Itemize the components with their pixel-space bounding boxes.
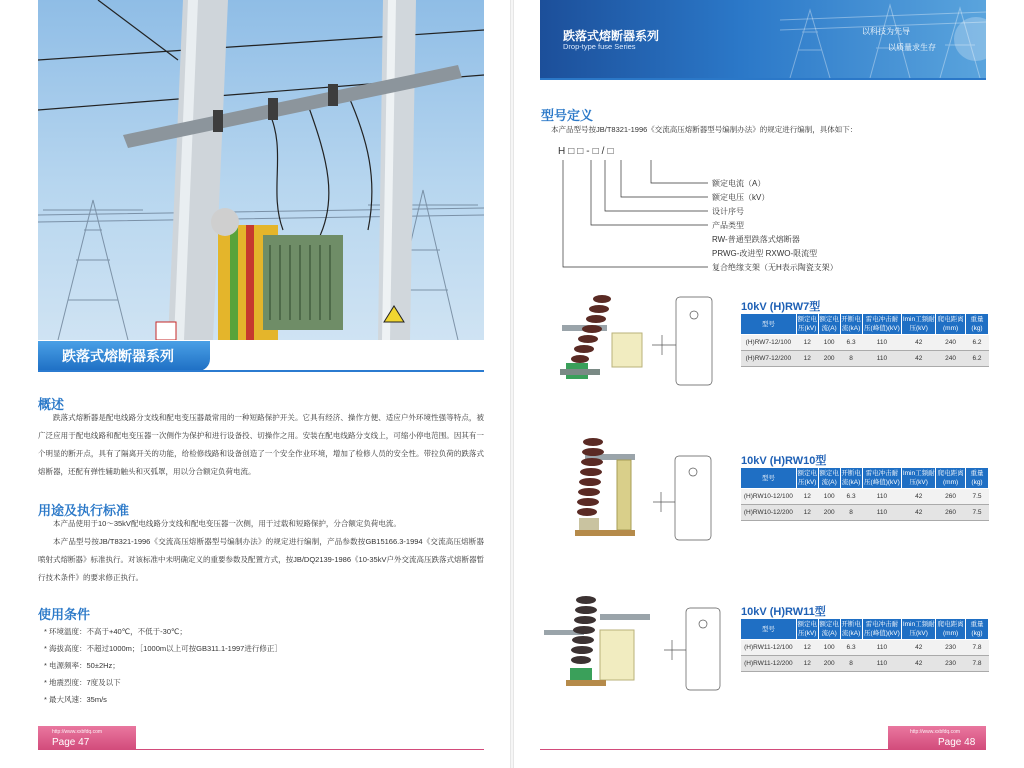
table-cell: (H)RW10-12/200 bbox=[741, 505, 797, 521]
table-cell: 42 bbox=[902, 640, 936, 656]
table-row bbox=[741, 656, 989, 672]
model-def-intro: 本产品型号按JB/T8321-1996《交流高压熔断器型号编制办法》的规定进行编制，具体如下： bbox=[551, 125, 858, 134]
table-row bbox=[741, 505, 989, 521]
table-cell: 12 bbox=[796, 335, 818, 351]
table-cell: 7.8 bbox=[966, 656, 989, 672]
page-footer-right bbox=[888, 726, 986, 750]
rw7-spec-table bbox=[740, 313, 989, 367]
table-cell: 42 bbox=[902, 335, 936, 351]
rw11-product-image bbox=[540, 590, 740, 695]
table-cell: 230 bbox=[936, 656, 966, 672]
table-cell: 110 bbox=[862, 505, 902, 521]
table-cell: 100 bbox=[818, 489, 840, 505]
col-header: 额定电压(kV) bbox=[796, 619, 818, 640]
table-cell: 110 bbox=[862, 335, 902, 351]
rw10-title: 10kV (H)RW10型 bbox=[741, 455, 827, 467]
table-cell: 12 bbox=[796, 351, 818, 367]
table-cell: 12 bbox=[796, 640, 818, 656]
table-cell: (H)RW7-12/100 bbox=[741, 335, 797, 351]
photo-caption: 跌落式熔断器系列 bbox=[38, 341, 210, 371]
pole-transformer-photo bbox=[38, 0, 484, 340]
footer-line bbox=[136, 749, 484, 750]
condition-item: * 环境温度：不高于+40℃，不低于-30℃； bbox=[44, 627, 187, 636]
table-cell: 42 bbox=[902, 351, 936, 367]
table-cell: 8 bbox=[840, 351, 862, 367]
banner-slogan-1: 以科技为先导 bbox=[862, 27, 910, 36]
rw11-spec-table bbox=[740, 618, 989, 672]
table-cell: 7.5 bbox=[966, 505, 989, 521]
table-row bbox=[741, 489, 989, 505]
table-row bbox=[741, 640, 989, 656]
code-label: 产品类型 bbox=[712, 221, 744, 230]
col-header: Imin工频耐压(kV) bbox=[902, 619, 936, 640]
banner-slogan-2: 以质量求生存 bbox=[888, 43, 936, 52]
table-cell: 7.8 bbox=[966, 640, 989, 656]
condition-item: * 最大风速：35m/s bbox=[44, 695, 107, 704]
rw7-title: 10kV (H)RW7型 bbox=[741, 301, 821, 313]
table-cell: 6.3 bbox=[840, 489, 862, 505]
model-def-heading: 型号定义 bbox=[541, 108, 594, 123]
usage-heading: 用途及执行标准 bbox=[38, 503, 130, 518]
col-header: 型号 bbox=[741, 314, 797, 335]
col-header: 爬电距离(mm) bbox=[936, 619, 966, 640]
col-header: 爬电距离(mm) bbox=[936, 468, 966, 489]
conditions-heading: 使用条件 bbox=[38, 607, 91, 622]
rw7-product-image bbox=[552, 285, 732, 390]
banner-subtitle: Drop-type fuse Series bbox=[563, 42, 636, 51]
banner-title: 跌落式熔断器系列 bbox=[563, 29, 660, 43]
caption-divider bbox=[38, 370, 484, 372]
col-header: Imin工频耐压(kV) bbox=[902, 314, 936, 335]
overview-heading: 概述 bbox=[38, 397, 65, 412]
code-label: 复合绝缘支架（无H表示陶瓷支架） bbox=[712, 263, 838, 272]
table-cell: 42 bbox=[902, 656, 936, 672]
conditions-list bbox=[44, 623, 282, 708]
col-header: 雷电冲击耐压(峰值)(kV) bbox=[862, 468, 902, 489]
table-cell: 12 bbox=[796, 656, 818, 672]
table-cell: 110 bbox=[862, 640, 902, 656]
banner-divider bbox=[540, 78, 986, 80]
table-cell: 8 bbox=[840, 505, 862, 521]
table-cell: 7.5 bbox=[966, 489, 989, 505]
col-header: 开断电流(kA) bbox=[840, 619, 862, 640]
col-header: 开断电流(kA) bbox=[840, 314, 862, 335]
code-label: 额定电压（kV） bbox=[712, 193, 770, 202]
rw10-spec-table bbox=[740, 467, 989, 521]
table-cell: (H)RW11-12/200 bbox=[741, 656, 797, 672]
code-label: 设计序号 bbox=[712, 207, 744, 216]
condition-item: * 地震烈度：7度及以下 bbox=[44, 678, 121, 687]
col-header: 爬电距离(mm) bbox=[936, 314, 966, 335]
page-footer-left bbox=[38, 726, 136, 750]
table-cell: 42 bbox=[902, 489, 936, 505]
table-cell: 100 bbox=[818, 640, 840, 656]
col-header: 雷电冲击耐压(峰值)(kV) bbox=[862, 314, 902, 335]
table-cell: 8 bbox=[840, 656, 862, 672]
table-cell: 260 bbox=[936, 505, 966, 521]
series-banner bbox=[540, 0, 986, 78]
model-code-diagram bbox=[555, 155, 715, 270]
table-cell: 6.3 bbox=[840, 640, 862, 656]
code-label: RW-普通型跌落式熔断器 bbox=[712, 235, 800, 244]
footer-url[interactable]: http://www.xxbfdq.com bbox=[52, 729, 103, 735]
page-number: Page 48 bbox=[938, 737, 976, 748]
col-header: 额定电流(A) bbox=[818, 314, 840, 335]
table-cell: 6.2 bbox=[966, 335, 989, 351]
table-cell: 110 bbox=[862, 351, 902, 367]
col-header: 额定电压(kV) bbox=[796, 468, 818, 489]
col-header: 重量(kg) bbox=[966, 468, 989, 489]
footer-url[interactable]: http://www.xxbfdq.com bbox=[910, 729, 961, 735]
table-cell: 6.3 bbox=[840, 335, 862, 351]
table-cell: 240 bbox=[936, 351, 966, 367]
table-cell: 12 bbox=[796, 505, 818, 521]
table-cell: 200 bbox=[818, 351, 840, 367]
table-cell: 260 bbox=[936, 489, 966, 505]
table-cell: 240 bbox=[936, 335, 966, 351]
code-label: PRWG-改进型 RXWO-限流型 bbox=[712, 249, 818, 258]
condition-item: * 海拔高度：不超过1000m；［1000m以上可按GB311.1-1997进行修正］ bbox=[44, 644, 282, 653]
table-cell: 230 bbox=[936, 640, 966, 656]
page-number: Page 47 bbox=[52, 737, 90, 748]
table-cell: 200 bbox=[818, 656, 840, 672]
col-header: 开断电流(kA) bbox=[840, 468, 862, 489]
rw10-product-image bbox=[545, 432, 735, 544]
col-header: Imin工频耐压(kV) bbox=[902, 468, 936, 489]
table-cell: 12 bbox=[796, 489, 818, 505]
footer-line bbox=[540, 749, 888, 750]
table-cell: (H)RW7-12/200 bbox=[741, 351, 797, 367]
col-header: 型号 bbox=[741, 468, 797, 489]
table-cell: 6.2 bbox=[966, 351, 989, 367]
page-gutter bbox=[510, 0, 514, 768]
col-header: 雷电冲击耐压(峰值)(kV) bbox=[862, 619, 902, 640]
table-cell: (H)RW10-12/100 bbox=[741, 489, 797, 505]
col-header: 型号 bbox=[741, 619, 797, 640]
code-label: 额定电流（A） bbox=[712, 179, 766, 188]
model-code: H□□-□/□ bbox=[558, 146, 617, 157]
table-cell: 42 bbox=[902, 505, 936, 521]
usage-text: 本产品使用于10～35kV配电线路分支线和配电变压器一次侧，用于过载和短路保护，分合额定负荷电流。 本产品型号按JB/T8321-1996《交流高压熔断器型号编制办法》的规定进行编制，产品参数按GB15166.3-1994《交流高压熔断器 喷射式熔断器》标准执行。对该标准中未明确定义的重要参数及配置方式，按JB/DQ2139-1986《10-35kV户外交流高压跌落式熔断器暂行技术条件》的要求修正执行。 bbox=[38, 519, 484, 582]
condition-item: * 电源频率：50±2Hz； bbox=[44, 661, 120, 670]
table-cell: 100 bbox=[818, 335, 840, 351]
table-cell: 200 bbox=[818, 505, 840, 521]
table-row bbox=[741, 351, 989, 367]
col-header: 重量(kg) bbox=[966, 619, 989, 640]
col-header: 重量(kg) bbox=[966, 314, 989, 335]
col-header: 额定电流(A) bbox=[818, 619, 840, 640]
col-header: 额定电流(A) bbox=[818, 468, 840, 489]
table-cell: 110 bbox=[862, 656, 902, 672]
overview-text: 跌落式熔断器是配电线路分支线和配电变压器最常用的一种短路保护开关。它具有经济、操作方便、适应户外环境性强等特点，被广泛应用于配电线路和配电变压器一次侧作为保护和进行设备投、切操作之用。安装在配电线路分支线上，可缩小停电范围。因其有一个明显的断开点，具有了隔离开关的功能，给检修线路和设备创造了一个安全作业环境，增加了检修人员的安全性。带拉负荷的跌落式熔断器，还配有弹性辅助触头和灭弧罩，用以分合额定负荷电流。 bbox=[38, 413, 484, 476]
rw11-title: 10kV (H)RW11型 bbox=[741, 606, 826, 618]
table-cell: 110 bbox=[862, 489, 902, 505]
col-header: 额定电压(kV) bbox=[796, 314, 818, 335]
table-row bbox=[741, 335, 989, 351]
table-cell: (H)RW11-12/100 bbox=[741, 640, 797, 656]
